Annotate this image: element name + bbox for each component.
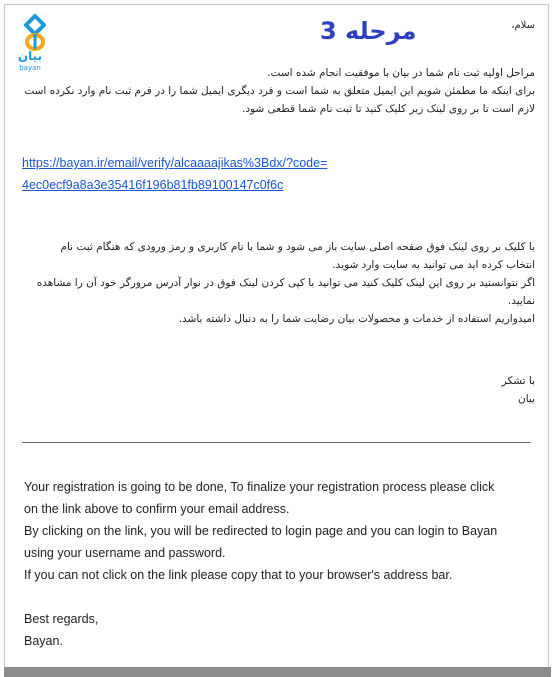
signoff-en-line: Best regards, [24, 612, 99, 626]
body-en [24, 476, 529, 652]
instructions-fa-line: نمایید. [507, 295, 535, 307]
instructions-fa [15, 238, 535, 328]
stage-title: مرحله 3 [320, 17, 417, 45]
body-en-line: Your registration is going to be done, To finalize your registration process please click [24, 480, 495, 494]
instructions-fa-line: امیدواریم استفاده از خدمات و محصولات بیان رضایت شما را به دنبال داشته باشد. [178, 313, 535, 325]
intro-fa-line: برای اینکه ما مطمئن شویم این ایمیل متعلق به شما است و فرد دیگری ایمیل شما را در فرم ثبت نام وارد نکرده است [24, 85, 535, 97]
verify-link-line: 4ec0ecf9a8a3e35416f196b81fb89100147c0f6c [22, 178, 284, 192]
instructions-fa-line: با کلیک بر روی لینک فوق صفحه اصلی سایت باز می شود و شما با نام کاربری و رمز ورودی که هنگام ثبت نام [60, 241, 535, 253]
greeting: سلام، [511, 20, 535, 31]
body-en-line: using your username and password. [24, 546, 226, 560]
logo-wordmark: بیان [17, 49, 43, 63]
divider [22, 442, 531, 443]
body-en-line: If you can not click on the link please copy that to your browser's address bar. [24, 568, 453, 582]
spacer [24, 586, 529, 608]
verify-link-line: https://bayan.ir/email/verify/alcaaaajikas%3Bdx/?code= [22, 156, 328, 170]
signoff-fa [15, 372, 535, 408]
intro-fa-line: مراحل اولیه ثبت نام شما در بیان با موفقیت انجام شده است. [267, 67, 535, 79]
intro-fa-line: لازم است تا بر روی لینک زیر کلیک کنید تا ثبت نام شما قطعی شود. [241, 103, 535, 115]
instructions-fa-line: انتخاب کرده اید می توانید به سایت وارد شوید. [332, 259, 535, 271]
signoff-fa-line: با تشکر [501, 375, 535, 387]
bottom-bar [4, 667, 551, 677]
instructions-fa-line: اگر نتوانستید بر روی این لینک کلیک کنید می توانید با کپی کردن لینک فوق در نوار آدرس مرورگر خود آن را مشاهده [36, 277, 535, 289]
body-en-line: on the link above to confirm your email address. [24, 502, 290, 516]
logo-subtext: bayan [19, 64, 41, 72]
signoff-fa-line: بیان [517, 393, 535, 405]
verify-link[interactable] [22, 152, 422, 196]
body-en-line: By clicking on the link, you will be redirected to login page and you can login to Bayan [24, 524, 498, 538]
intro-fa [15, 64, 535, 118]
signoff-en-line: Bayan. [24, 634, 63, 648]
